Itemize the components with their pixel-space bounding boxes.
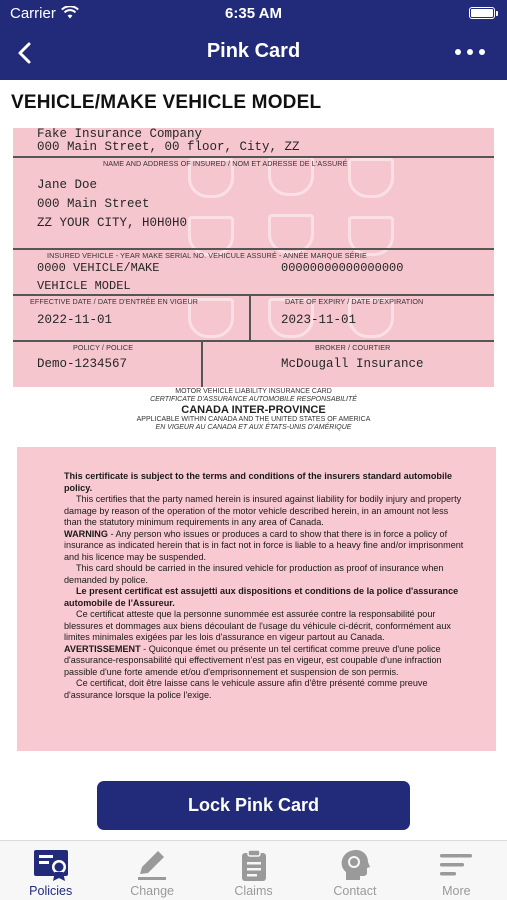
divider — [249, 294, 251, 340]
watermark-crest — [188, 216, 234, 256]
watermark-crest — [348, 158, 394, 198]
divider — [13, 294, 494, 296]
cert-line-1: MOTOR VEHICLE LIABILITY INSURANCE CARD — [175, 388, 332, 395]
terms-paragraph: Le present certificat est assujetti aux dispositions et conditions de la police d'assurance automobile de l'Assureur. — [64, 586, 459, 608]
battery-icon — [469, 7, 495, 19]
more-options-button[interactable] — [455, 44, 485, 60]
tab-policies-label: Policies — [29, 884, 73, 898]
terms-paragraph: This certificate is subject to the terms and conditions of the insurers standard automobile policy. — [64, 471, 453, 493]
insured-label: NAME AND ADDRESS OF INSURED / NOM ET ADRESSE DE L'ASSURÉ — [103, 159, 348, 168]
cert-line-4: APPLICABLE WITHIN CANADA AND THE UNITED STATES OF AMERICA — [136, 416, 371, 423]
divider — [13, 340, 494, 342]
tab-claims-label: Claims — [234, 884, 273, 898]
vehicle-label: INSURED VEHICLE - YEAR MAKE SERIAL NO. VEHICULE ASSURÉ - ANNÉE MARQUE SÉRIE — [47, 251, 367, 260]
terms-paragraph: Ce certificat, doit être laisse cans le vehicule assure afin d'être présenté comme preuve d'assurance lorsque la police l'exige. — [64, 678, 428, 700]
pencil-icon — [134, 848, 170, 882]
cert-line-3: CANADA INTER-PROVINCE — [181, 404, 326, 416]
terms-paragraph: This certifies that the party named herein is insured against liability for bodily injury and property damage by reason of the operation of the motor vehicle described herein, in an amount not less than the statutory minimum requirements in any area of Canada. — [64, 494, 462, 527]
vehicle-section-title: VEHICLE/MAKE VEHICLE MODEL — [11, 92, 322, 113]
tab-more-label: More — [442, 884, 471, 898]
tab-bar — [0, 840, 507, 900]
status-bar — [0, 0, 507, 28]
ellipsis-icon — [455, 49, 461, 55]
broker-label: BROKER / COURTIER — [315, 343, 391, 352]
certificate-caption — [13, 388, 494, 432]
clipboard-icon — [237, 848, 271, 882]
terms-paragraph: AVERTISSEMENT - Quiconque émet ou présente un tel certificat comme preuve d'une police d'assurance-responsabilité qui effectivement n'est pas en vigeur, est coupable d'une infraction passible d'une forte amende et/ou d'emprisonnement et suspension de son permis. — [64, 643, 442, 677]
policy-label: POLICY / POLICE — [73, 343, 134, 352]
tab-claims[interactable] — [203, 841, 304, 900]
status-time: 6:35 AM — [225, 5, 282, 22]
effective-date-label: EFFECTIVE DATE / DATE D'ENTRÉE EN VIGEUR — [30, 297, 199, 306]
page-title: Pink Card — [206, 40, 301, 62]
effective-date: 2022-11-01 — [37, 313, 113, 327]
tab-contact-label: Contact — [333, 884, 377, 898]
divider — [13, 248, 494, 250]
vehicle-serial: 00000000000000000 — [281, 261, 404, 275]
menu-lines-icon — [438, 848, 474, 882]
vehicle-model: VEHICLE MODEL — [37, 279, 131, 293]
expiry-date: 2023-11-01 — [281, 313, 357, 327]
terms-paragraph: This card should be carried in the insured vehicle for production as proof of insurance when demanded by police. — [64, 563, 444, 585]
pink-card-image — [13, 128, 494, 387]
tab-change-label: Change — [130, 884, 174, 898]
policy-number: Demo-1234567 — [37, 357, 128, 371]
lock-pink-card-button[interactable]: Lock Pink Card — [97, 781, 410, 830]
policy-certificate-icon — [32, 848, 70, 882]
terms-card-image — [17, 447, 496, 751]
vehicle-make: 0000 VEHICLE/MAKE — [37, 261, 160, 275]
divider — [13, 156, 494, 158]
cert-line-2: CERTIFICATE D'ASSURANCE AUTOMOBILE RESPONSABILITÉ — [150, 396, 357, 403]
expiry-date-label: DATE OF EXPIRY / DATE D'EXPIRATION — [285, 297, 424, 306]
terms-paragraph: Ce certificat atteste que la personne sunommée est assurée contre la responsabilité pour blessures et dommages aux biens découlant de l'usage du véhicule ci-décrit, conformément aux limites minimales exigées par les lois d'assurance en vigeur partout au Canada. — [64, 609, 451, 642]
tab-policies[interactable] — [0, 841, 101, 900]
cert-line-5: EN VIGEUR AU CANADA ET AUX ÉTATS-UNIS D'AMÉRIQUE — [155, 424, 352, 431]
insured-street: 000 Main Street — [37, 197, 150, 211]
insurer-name: Fake Insurance Company — [37, 128, 203, 141]
watermark-crest — [348, 216, 394, 256]
terms-paragraph: WARNING - Any person who issues or produces a card to show that there is in force a policy of insurance as indicated herein that is in fact not in force is liable to a heavy fine and/or imprisonment and his licence may be suspended. — [64, 528, 464, 562]
carrier-label: Carrier — [10, 5, 56, 22]
contact-head-icon — [338, 848, 372, 882]
insurer-address: 000 Main Street, 00 floor, City, ZZ — [37, 140, 300, 154]
tab-contact[interactable] — [304, 841, 405, 900]
broker-name: McDougall Insurance — [281, 357, 424, 371]
insured-name: Jane Doe — [37, 178, 98, 192]
top-bar — [0, 0, 507, 80]
tab-more[interactable] — [406, 841, 507, 900]
insured-city: ZZ YOUR CITY, H0H0H0 — [37, 216, 188, 230]
tab-change[interactable] — [101, 841, 202, 900]
divider — [201, 340, 203, 387]
